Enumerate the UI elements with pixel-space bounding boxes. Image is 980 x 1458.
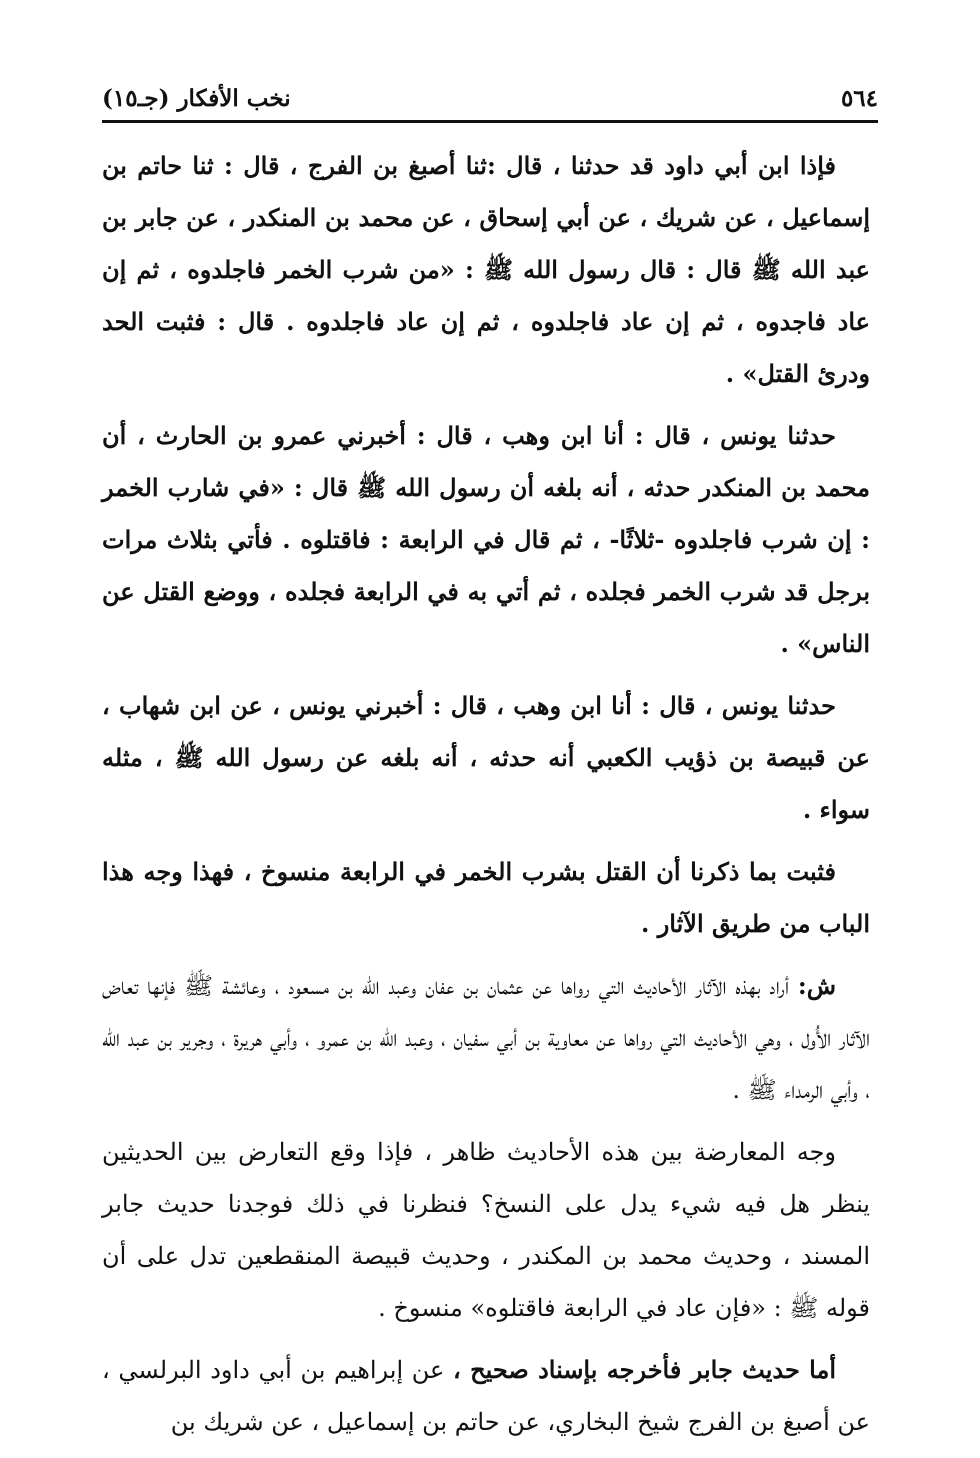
paragraph-text: عن إبراهيم بن أبي داود البرلسي ، عن أصبغ بن الفرج شيخ البخاري، عن حاتم بن إسماعيل ، عن شريك بن [102, 1356, 870, 1436]
commentary-paragraph-3 [102, 1344, 870, 1448]
paragraph-text: فإذا ابن أبي داود قد حدثنا ، قال :ثنا أصبغ بن الفرج ، قال : ثنا حاتم بن إسماعيل ، عن شريك ، عن أبي إسحاق ، عن محمد بن المنكدر ، عن جابر بن عبد الله ﷺ قال : قال رسول الله ﷺ : «من شرب الخمر فاجلدوه ، ثم إن عاد فاجدوه ، ثم إن عاد فاجلدوه ، ثم إن عاد فاجلدوه . قال : فثبت الحد ودرئ القتل» . [102, 151, 870, 388]
commentary-label: ش: [797, 971, 836, 1000]
page-body [102, 140, 870, 1458]
book-title: نخب الأفكار (جـ١٥) [102, 84, 291, 112]
paragraph-text: حدثنا يونس ، قال : أنا ابن وهب ، قال : أخبرني عمرو بن الحارث ، أن محمد بن المنكدر حدثه ، أنه بلغه أن رسول الله ﷺ قال : «في شارب الخمر : إن شرب فاجلدوه -ثلاثًا- ، ثم قال في الرابعة : فاقتلوه . فأتي بثلاث مرات برجل قد شرب الخمر فجلده ، ثم أتي به في الرابعة فجلده ، ووضع القتل عن الناس» . [102, 421, 870, 658]
paragraph-text: وجه المعارضة بين هذه الأحاديث ظاهر ، فإذا وقع التعارض بين الحديثين ينظر هل فيه شيء يدل على النسخ؟ فنظرنا في ذلك فوجدنا حديث جابر المسند ، وحديث محمد بن المكندر ، وحديث قبيصة المنقطعين تدل على أن قوله ﷺ : «فإن عاد في الرابعة فاقتلوه» منسوخ . [102, 1138, 870, 1322]
commentary-paragraph-2 [102, 1126, 870, 1334]
page-number: ٥٦٤ [840, 84, 878, 112]
paragraph-text: فثبت بما ذكرنا أن القتل بشرب الخمر في الرابعة منسوخ ، فهذا وجه هذا الباب من طريق الآثار . [102, 857, 870, 938]
hadith-paragraph-2 [102, 410, 870, 670]
paragraph-lead: أما حديث جابر فأخرجه بإسناد صحيح ، [453, 1355, 837, 1384]
paragraph-text: حدثنا يونس ، قال : أنا ابن وهب ، قال : أخبرني يونس ، عن ابن شهاب ، عن قبيصة بن ذؤيب الكعبي أنه حدثه ، أنه بلغه عن رسول الله ﷺ ، مثله سواء . [102, 691, 870, 824]
conclusion-paragraph [102, 846, 870, 950]
header-rule [102, 120, 878, 123]
commentary-paragraph-1 [102, 960, 870, 1116]
page-header [102, 78, 878, 118]
hadith-paragraph-1 [102, 140, 870, 400]
paragraph-text: أراد بهذه الآثار الأحاديث التي رواها عن عثمان بن عفان وعبد الله بن مسعود ، وعائشة ﷺ فإنها تعاض الآثار الأُول ، وهي الأحاديث التي رواها عن معاوية بن أبي سفيان ، وعبد الله بن عمرو ، وأبي هريرة ، وجرير بن عبد الله ، وأبي الرمداء ﷺ . [102, 972, 870, 1104]
hadith-paragraph-3 [102, 680, 870, 836]
